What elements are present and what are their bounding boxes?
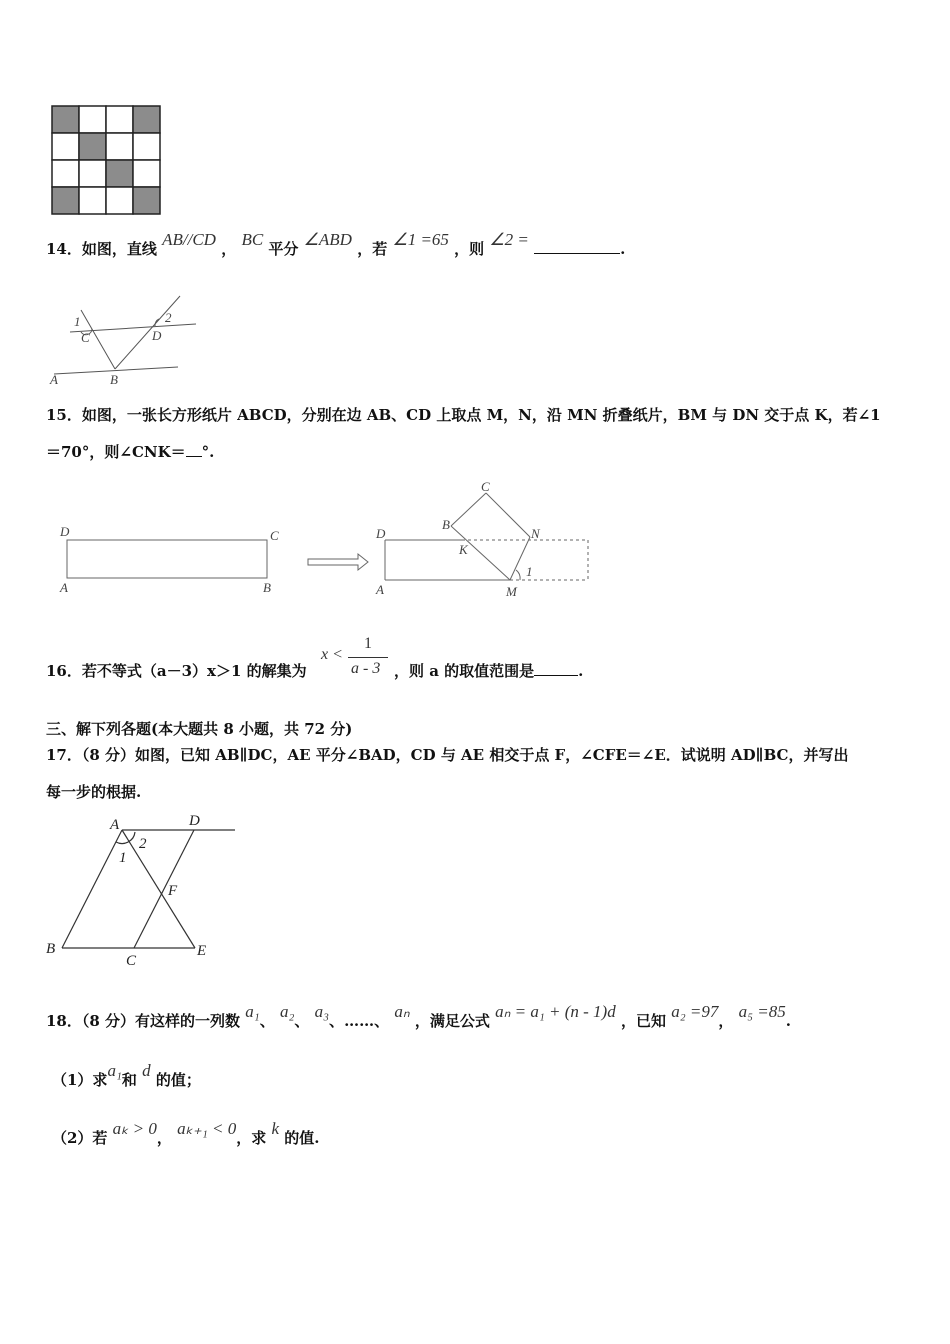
question-15-line-2 [46,441,214,462]
grid-cell-shaded [79,133,106,160]
q17-label-2: 2 [139,836,147,852]
q14-label-a: A [50,372,58,387]
q18-p1-and: 和 [121,1071,137,1089]
question-18-part-2 [52,1119,320,1148]
q18-p1-d: d [142,1061,151,1080]
q15-label-d-right: D [376,526,386,541]
q14-text-2: 平分 [268,240,299,258]
grid-cell-shaded [52,106,79,133]
q14-label-d: D [152,328,162,343]
q15-figure [50,480,610,609]
q18-p1-pre: （1）求 [52,1071,108,1089]
section-3-title [46,718,352,739]
q16-text-1: 16．若不等式（a－3）x＞1 的解集为 [46,662,307,680]
q15-text-2b: °. [201,443,215,461]
q18-p2-comma: ， [156,1129,172,1147]
q18-p2-pre: （2）若 [52,1129,108,1147]
q14-math-bc: BC [241,230,264,249]
grid-cell-shaded [133,106,160,133]
q18-p2-mid: ，求 [236,1129,267,1147]
q14-text-3: ，若 [357,240,388,258]
q18-text-3: ，已知 [620,1012,666,1030]
q15-text-1: 15．如图，一张长方形纸片 ABCD，分别在边 AB、CD 上取点 M，N，沿 MN 折叠纸片，BM 与 DN 交于点 K，若∠1 [46,406,881,424]
q18-condition-a5: a₅ =85 [738,1002,786,1021]
question-17-line-2 [46,781,141,802]
q14-end: . [620,240,626,258]
q15-label-c-right: C [481,480,490,494]
q14-text-1: 如图，直线 [81,240,157,258]
q14-sep: ， [221,240,237,258]
q18-p2-post: 的值. [284,1129,320,1147]
q16-lhs: x < [321,646,343,663]
q17-line-ab [62,830,122,948]
q18-sep-1: 、 [259,1012,275,1030]
q14-label-2: 2 [165,310,172,325]
question-16-tail [394,660,583,681]
q15-arrow-icon [308,554,368,570]
q15-text-2a: ＝70°，则∠CNK＝ [46,443,186,461]
q15-label-n: N [531,526,540,541]
q17-label-b: B [46,941,56,957]
grid-svg [50,104,162,218]
q15-rectangle-abcd [67,540,267,578]
q17-label-f: F [168,883,178,899]
q18-an: aₙ [394,1002,410,1021]
q18-text-1: 18．（8 分）有这样的一列数 [46,1012,241,1030]
q18-text-2: ，满足公式 [414,1012,490,1030]
q16-fraction [321,635,389,681]
q15-label-d-left: D [60,524,70,539]
q15-fold-bc [451,493,486,526]
q18-p2-condition-2: aₖ₊₁ < 0 [177,1119,237,1138]
q14-figure [48,292,208,396]
q14-label-b: B [110,372,118,387]
q15-label-b-left: B [263,580,271,595]
q17-label-a: A [110,817,120,833]
question-18-part-1 [52,1061,201,1090]
q18-sep-4: 、 [374,1012,390,1030]
question-18 [46,1002,791,1031]
q15-angle1-arc [516,570,520,580]
section-3-title-text: 三、解下列各题(本大题共 8 小题，共 72 分) [46,720,353,738]
grid-cell-empty [133,160,160,187]
q14-label-1: 1 [74,314,81,329]
q17-text-2: 每一步的根据. [46,783,142,801]
grid-cell-empty [106,187,133,214]
q18-p2-condition-1: aₖ > 0 [112,1119,157,1138]
q14-math-angle1: ∠1 =65 [392,230,449,249]
q18-a1: a₁ [245,1002,260,1021]
grid-cell-empty [106,133,133,160]
q14-number: 14． [46,240,82,258]
q16-end: . [578,662,584,680]
q17-label-c: C [126,953,137,969]
q17-label-d: D [189,813,200,829]
grid-cell-shaded [133,187,160,214]
q18-condition-a2: a₂ =97 [671,1002,719,1021]
q16-fraction-bar [348,657,388,658]
q18-dots: …… [344,1012,375,1030]
q18-sep-3: 、 [329,1012,345,1030]
q17-line-ae [122,830,195,948]
q14-label-c: C [81,330,90,345]
q18-sep-2: 、 [294,1012,310,1030]
q15-label-a-left: A [60,580,68,595]
q17-figure [42,810,242,974]
q15-fold-cn [486,493,530,537]
q18-p1-a1: a₁ [107,1061,122,1080]
q17-label-e: E [197,943,207,959]
q14-math-angle-abd: ∠ABD [303,230,352,249]
q14-math-angle2: ∠2 = [489,230,529,249]
grid-cell-empty [133,133,160,160]
q17-text-1: 17．（8 分）如图，已知 AB∥DC，AE 平分∠BAD，CD 与 AE 相交于点 F，∠CFE＝∠E．试说明 AD∥BC，并写出 [46,746,849,764]
q15-label-b-right: B [442,517,450,532]
q15-label-1: 1 [526,564,533,579]
q18-end: . [785,1012,791,1030]
question-17-line-1 [46,744,849,765]
q15-figure-svg [50,480,610,605]
q18-formula: aₙ = a₁ + (n - 1)d [495,1002,616,1021]
q16-denominator: a - 3 [351,660,381,677]
q16-answer-blank [534,675,578,676]
q18-a3: a₃ [314,1002,330,1021]
grid-cell-empty [52,160,79,187]
q14-answer-blank [534,253,620,254]
q17-figure-svg [42,810,242,970]
q15-answer-blank [186,456,202,457]
q18-p2-k: k [271,1119,280,1138]
q14-text-4: ，则 [454,240,485,258]
grid-cell-shaded [52,187,79,214]
q16-text-2: ，则 a 的取值范围是 [394,662,535,680]
question-15-line-1 [46,404,881,425]
q15-label-m: M [506,584,517,599]
grid-cell-empty [106,106,133,133]
q14-line-bd [115,296,180,369]
q17-angle-arc [116,832,135,844]
grid-cell-empty [79,187,106,214]
question-14 [46,230,626,259]
q18-comma: ， [718,1012,734,1030]
q15-label-c-left: C [270,528,279,543]
q17-label-1: 1 [119,850,127,866]
q14-math-ab-parallel-cd: AB//CD [162,230,216,249]
q18-p1-post: 的值； [155,1071,201,1089]
q15-label-a-right: A [376,582,384,597]
q18-a2: a₂ [279,1002,295,1021]
grid-cell-shaded [106,160,133,187]
grid-cell-empty [52,133,79,160]
q16-numerator: 1 [364,635,372,652]
q15-label-k: K [459,542,468,557]
q14-figure-svg [48,292,208,392]
grid-cell-empty [79,160,106,187]
grid-cell-empty [79,106,106,133]
shaded-grid-figure [50,104,162,222]
question-16 [46,660,307,681]
